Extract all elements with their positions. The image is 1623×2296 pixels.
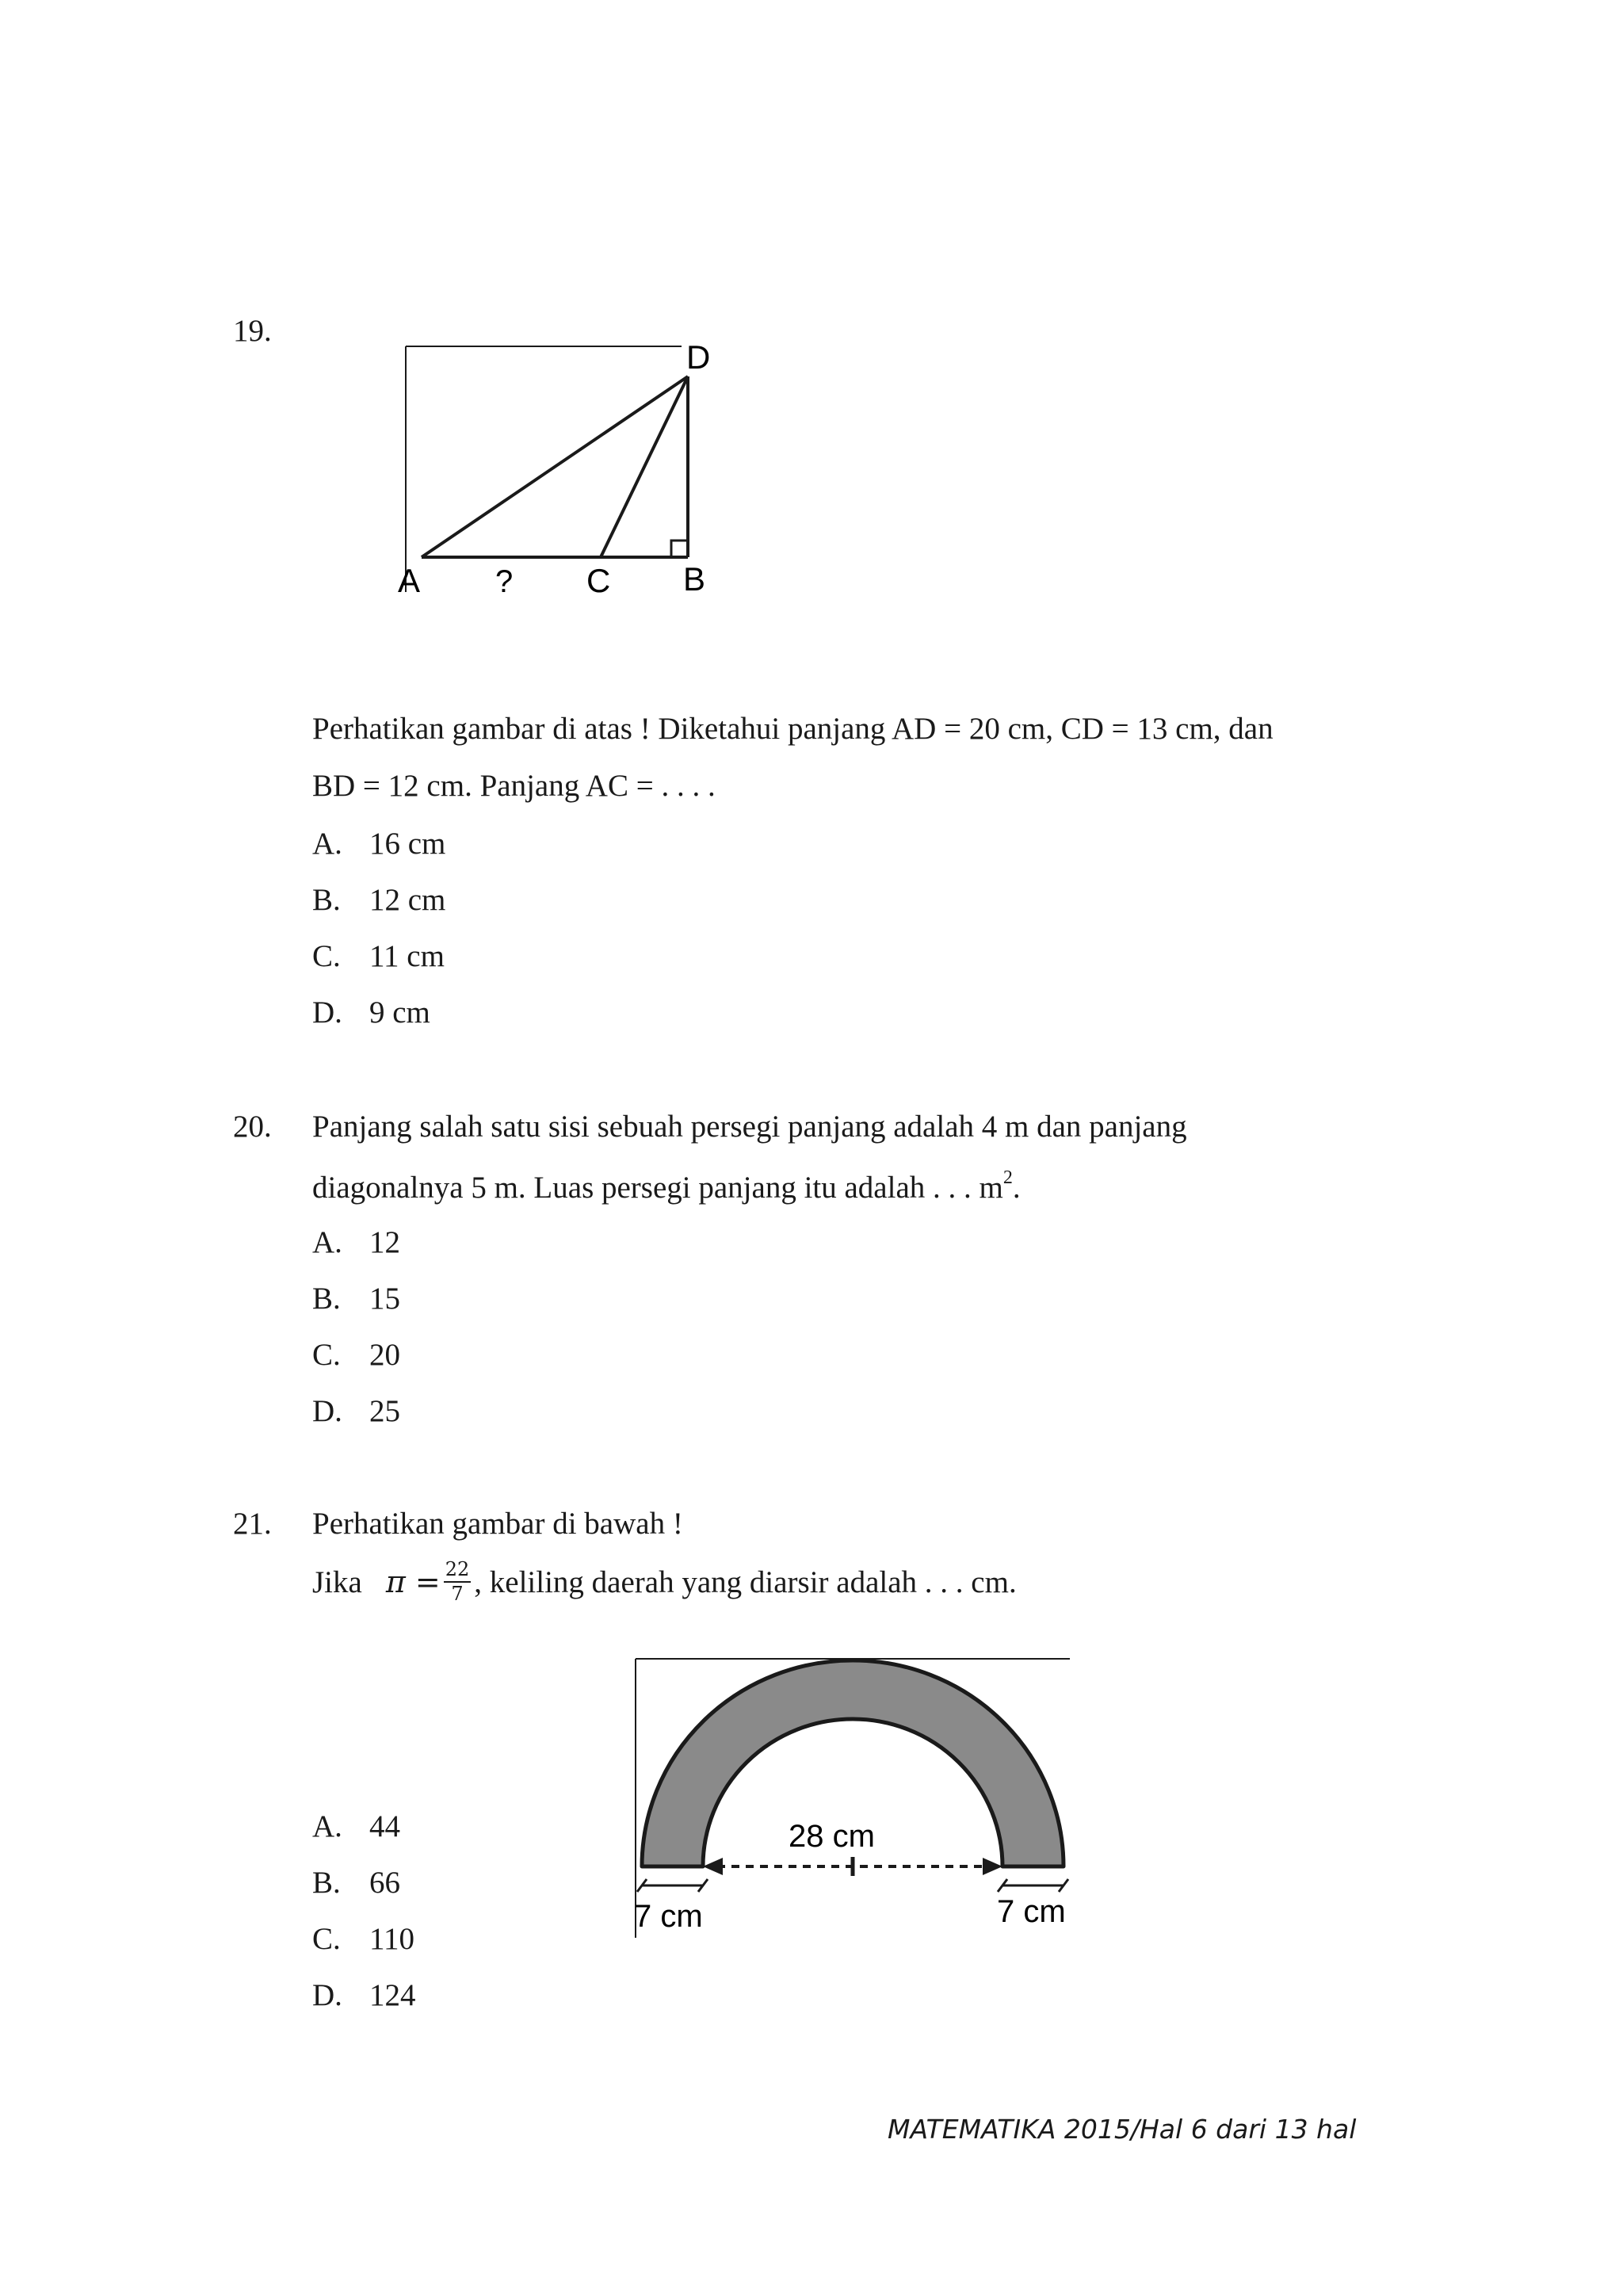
q20-option-a-text: 12	[369, 1225, 400, 1259]
q21-label-left-width: 7 cm	[634, 1899, 703, 1934]
q21-fraction-denominator: 7	[451, 1583, 464, 1605]
q20-option-d-text: 25	[369, 1394, 400, 1428]
q19-option-d-letter: D.	[312, 995, 342, 1030]
q21-label-right-width: 7 cm	[997, 1894, 1066, 1929]
q20-line-2-text: diagonalnya 5 m. Luas persegi panjang itu adalah . . . m	[312, 1171, 1003, 1205]
q19-option-b-letter: B.	[312, 883, 341, 917]
q19-label-a: A	[398, 562, 421, 599]
q20-line-2-end: .	[1012, 1171, 1021, 1205]
q21-option-a-letter: A.	[312, 1809, 342, 1843]
q20-option-c-letter: C.	[312, 1338, 341, 1372]
q19-option-a-text: 16 cm	[369, 827, 446, 861]
q20-option-b-text: 15	[369, 1282, 400, 1316]
q21-line-2-start: Jika	[312, 1564, 362, 1599]
q20-option-d-letter: D.	[312, 1394, 342, 1428]
q20-question-line-2	[312, 1168, 1021, 1203]
q19-label-unknown: ?	[495, 564, 514, 599]
q21-question-line-2	[312, 1558, 1017, 1606]
q19-label-d: D	[686, 338, 711, 376]
q20-question-line-1: Panjang salah satu sisi sebuah persegi panjang adalah 4 m dan panjang	[312, 1110, 1187, 1144]
q19-segment-cd	[601, 376, 688, 557]
q21-option-d-letter: D.	[312, 1978, 342, 2012]
q21-option-b-letter: B.	[312, 1866, 341, 1900]
q20-number: 20.	[233, 1110, 272, 1144]
q19-option-c-text: 11 cm	[369, 939, 445, 973]
q19-question-line-2: BD = 12 cm. Panjang AC = . . . .	[312, 769, 716, 803]
q21-fraction-numerator: 22	[444, 1560, 472, 1583]
q21-line-2-end: , keliling daerah yang diarsir adalah . . . cm.	[474, 1564, 1017, 1599]
q19-question-line-1: Perhatikan gambar di atas ! Diketahui panjang AD = 20 cm, CD = 13 cm, dan	[312, 712, 1274, 746]
q21-option-a-text: 44	[369, 1809, 400, 1843]
q21-option-b-text: 66	[369, 1866, 400, 1900]
q19-label-b: B	[683, 560, 706, 598]
q20-option-b-letter: B.	[312, 1282, 341, 1316]
q19-option-b-text: 12 cm	[369, 883, 446, 917]
q21-option-c-text: 110	[369, 1922, 415, 1956]
q21-right-arrowhead	[983, 1858, 1002, 1875]
q21-pi-fraction	[444, 1557, 472, 1605]
q20-superscript: 2	[1002, 1167, 1013, 1188]
q21-left-arrowhead	[703, 1858, 723, 1875]
q21-question-line-1: Perhatikan gambar di bawah !	[312, 1507, 683, 1541]
q19-option-a-letter: A.	[312, 827, 342, 861]
q19-triangle-figure	[396, 337, 729, 602]
q20-option-c-text: 20	[369, 1338, 400, 1372]
page-footer: MATEMATIKA 2015/Hal 6 dari 13 hal	[888, 2114, 1357, 2145]
q21-number: 21.	[233, 1507, 272, 1541]
q21-option-d-text: 124	[369, 1978, 416, 2012]
q19-option-d-text: 9 cm	[369, 995, 430, 1030]
q21-half-ring-figure	[626, 1652, 1086, 1946]
q21-option-c-letter: C.	[312, 1922, 341, 1956]
q21-label-inner-diameter: 28 cm	[789, 1819, 875, 1854]
q20-option-a-letter: A.	[312, 1225, 342, 1259]
q19-label-c: C	[586, 562, 611, 599]
q21-pi-expression: π =	[385, 1564, 441, 1599]
q19-option-c-letter: C.	[312, 939, 341, 973]
q19-right-angle-mark	[671, 541, 688, 557]
q19-segment-ad	[422, 376, 688, 557]
q19-number: 19.	[233, 314, 272, 348]
